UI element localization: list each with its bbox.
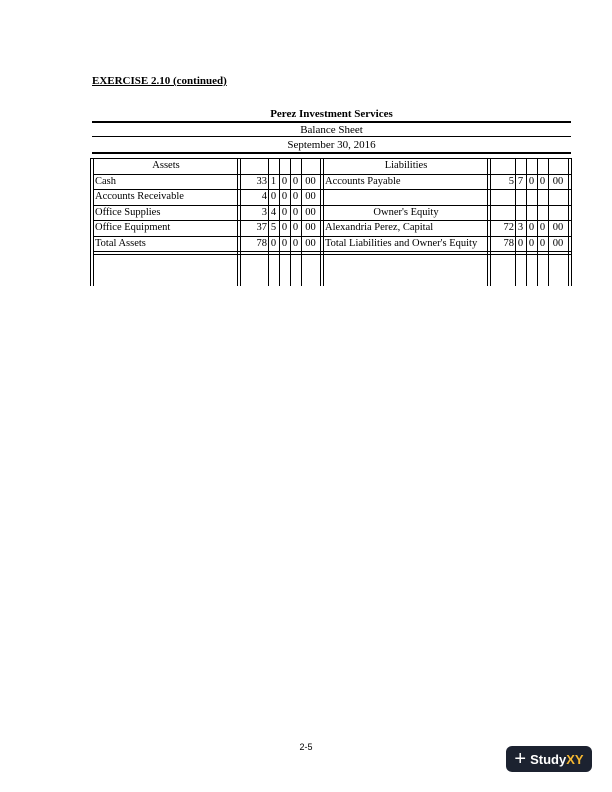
grid-line xyxy=(93,251,571,252)
company-name: Perez Investment Services xyxy=(270,108,393,120)
liability-amount-digit: 00 xyxy=(552,222,564,233)
asset-amount-digit: 37 xyxy=(256,222,267,233)
assets-header: Assets xyxy=(152,160,180,171)
asset-amount-digit: 00 xyxy=(305,238,316,249)
logo-text-xy: XY xyxy=(566,751,584,767)
studyxy-logo xyxy=(506,746,592,772)
asset-amount-digit: 5 xyxy=(270,222,277,233)
liability-amount-digit: 0 xyxy=(539,176,546,187)
liabilities-header: Liabilities xyxy=(384,160,428,171)
exercise-title: EXERCISE 2.10 (continued) xyxy=(92,75,227,87)
liability-amount-digit: 0 xyxy=(528,238,535,249)
grid-line xyxy=(571,158,572,286)
liability-amount-digit: 0 xyxy=(528,176,535,187)
asset-amount-digit: 78 xyxy=(256,238,267,249)
liability-label: Accounts Payable xyxy=(325,176,401,187)
asset-label: Office Equipment xyxy=(95,222,171,233)
header-rule xyxy=(92,152,571,154)
asset-amount-digit: 0 xyxy=(270,191,277,202)
header-rule xyxy=(92,121,571,123)
asset-amount-digit: 0 xyxy=(281,207,288,218)
grid-line xyxy=(93,254,571,255)
grid-line xyxy=(323,158,324,286)
asset-amount-digit: 0 xyxy=(281,191,288,202)
asset-amount-digit: 00 xyxy=(305,222,316,233)
liability-label: Alexandria Perez, Capital xyxy=(325,222,434,233)
grid-line xyxy=(487,158,488,286)
asset-amount-digit: 00 xyxy=(305,207,316,218)
page-number: 2-5 xyxy=(299,742,313,752)
liability-amount-digit: 72 xyxy=(503,222,514,233)
liability-amount-digit: 0 xyxy=(539,222,546,233)
asset-amount-digit: 0 xyxy=(292,176,299,187)
liability-amount-digit: 00 xyxy=(552,238,564,249)
liability-label: Owner's Equity xyxy=(373,207,439,218)
asset-amount-digit: 0 xyxy=(270,238,277,249)
asset-amount-digit: 33 xyxy=(256,176,267,187)
grid-line xyxy=(320,158,321,286)
asset-amount-digit: 0 xyxy=(281,176,288,187)
asset-amount-digit: 4 xyxy=(270,207,277,218)
grid-line xyxy=(568,158,569,286)
liability-amount-digit: 78 xyxy=(503,238,514,249)
header-rule xyxy=(92,136,571,137)
grid-line xyxy=(237,158,238,286)
asset-amount-digit: 0 xyxy=(281,238,288,249)
liability-amount-digit: 0 xyxy=(528,222,535,233)
asset-amount-digit: 00 xyxy=(305,191,316,202)
liability-amount-digit: 3 xyxy=(517,222,524,233)
plus-icon: + xyxy=(514,748,527,770)
asset-amount-digit: 0 xyxy=(292,222,299,233)
liability-amount-digit: 0 xyxy=(517,238,524,249)
statement-date: September 30, 2016 xyxy=(287,139,376,151)
asset-label: Total Assets xyxy=(95,238,146,249)
asset-amount-digit: 4 xyxy=(261,191,267,202)
liability-label: Total Liabilities and Owner's Equity xyxy=(325,238,478,249)
grid-line xyxy=(93,158,94,286)
asset-amount-digit: 0 xyxy=(292,207,299,218)
liability-amount-digit: 7 xyxy=(517,176,524,187)
grid-line xyxy=(90,158,91,286)
liability-amount-digit: 0 xyxy=(539,238,546,249)
liability-amount-digit: 5 xyxy=(508,176,514,187)
liability-amount-digit: 00 xyxy=(552,176,564,187)
asset-amount-digit: 00 xyxy=(305,176,316,187)
asset-amount-digit: 3 xyxy=(261,207,267,218)
statement-title: Balance Sheet xyxy=(300,124,363,136)
asset-amount-digit: 0 xyxy=(281,222,288,233)
logo-text-study: Study xyxy=(530,751,567,767)
asset-label: Cash xyxy=(95,176,116,187)
asset-amount-digit: 0 xyxy=(292,238,299,249)
asset-amount-digit: 0 xyxy=(292,191,299,202)
asset-amount-digit: 1 xyxy=(270,176,277,187)
asset-label: Office Supplies xyxy=(95,207,161,218)
asset-label: Accounts Receivable xyxy=(95,191,184,202)
